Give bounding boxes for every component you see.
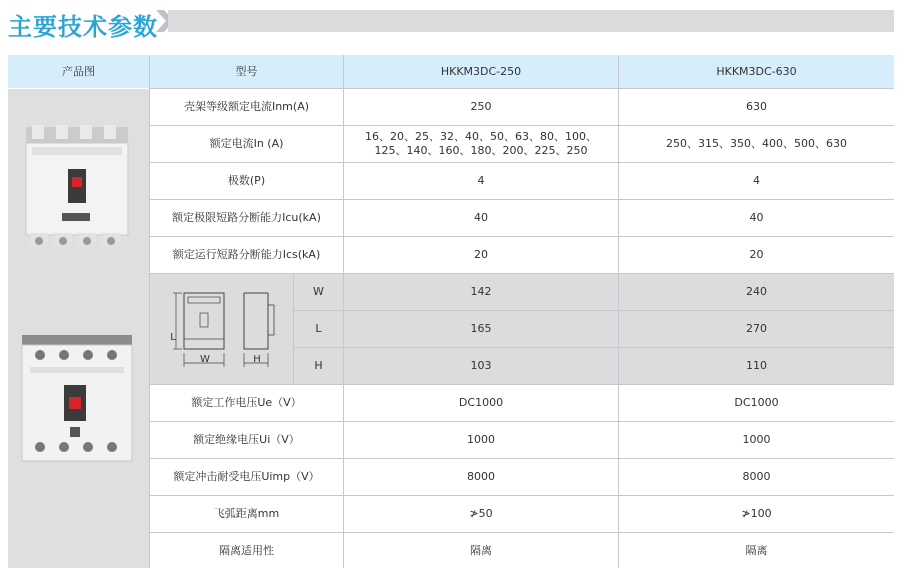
row-label: 额定工作电压Ue（V）	[150, 385, 343, 421]
row-value: 8000	[619, 459, 894, 495]
row-value: 4	[344, 163, 618, 199]
grid-line	[150, 125, 894, 126]
row-value: DC1000	[619, 385, 894, 421]
breaker-250-image	[22, 125, 132, 250]
row-value: 隔离	[344, 533, 618, 568]
row-value: 1000	[619, 422, 894, 458]
row-label: 额定冲击耐受电压Uimp（V）	[150, 459, 343, 495]
row-label: 壳架等级额定电流Inm(A)	[150, 89, 343, 125]
row-value: 110	[619, 348, 894, 384]
breaker-630-image	[20, 335, 134, 463]
grid-line	[294, 310, 894, 311]
row-label: 额定绝缘电压Ui（V）	[150, 422, 343, 458]
row-value: 40	[619, 200, 894, 236]
row-label: 额定运行短路分断能力Ics(kA)	[150, 237, 343, 273]
row-value: 142	[344, 274, 618, 310]
grid-line	[343, 55, 344, 568]
row-value: DC1000	[344, 385, 618, 421]
grid-line	[293, 274, 294, 384]
row-value: 270	[619, 311, 894, 347]
grid-line	[150, 384, 894, 385]
grid-line	[150, 236, 894, 237]
row-label: 飞弧距离mm	[150, 496, 343, 532]
grid-line	[150, 532, 894, 533]
diagram-label-l: L	[170, 332, 176, 343]
header-model-250: HKKM3DC-250	[344, 55, 618, 88]
row-value: 16、20、25、32、40、50、63、80、100、 125、140、160、180、200、225、250	[344, 126, 618, 162]
header-model-630: HKKM3DC-630	[619, 55, 894, 88]
row-value: 630	[619, 89, 894, 125]
grid-line	[618, 55, 619, 568]
row-label: 极数(P)	[150, 163, 343, 199]
dimension-diagram	[168, 283, 288, 375]
row-value: ≯50	[344, 496, 618, 532]
row-value: 20	[619, 237, 894, 273]
row-value: 隔离	[619, 533, 894, 568]
row-label: 额定电流In (A)	[150, 126, 343, 162]
page-title: 主要技术参数	[8, 13, 158, 41]
row-value: 250	[344, 89, 618, 125]
diagram-label-w: W	[200, 354, 210, 365]
row-value: ≯100	[619, 496, 894, 532]
title-bar	[168, 10, 894, 32]
row-value: 20	[344, 237, 618, 273]
row-value: 40	[344, 200, 618, 236]
row-value: 240	[619, 274, 894, 310]
header-image: 产品图	[8, 55, 149, 88]
row-value: 1000	[344, 422, 618, 458]
dimension-label-w: W	[294, 274, 343, 310]
grid-line	[150, 273, 894, 274]
dimension-label-h: H	[294, 348, 343, 384]
row-value: 250、315、350、400、500、630	[619, 126, 894, 162]
grid-line	[150, 495, 894, 496]
row-label: 额定极限短路分断能力Icu(kA)	[150, 200, 343, 236]
row-value: 165	[344, 311, 618, 347]
diagram-label-h: H	[253, 354, 261, 365]
grid-line	[150, 88, 894, 89]
grid-line	[150, 421, 894, 422]
header-model: 型号	[150, 55, 343, 88]
dimension-label-l: L	[294, 311, 343, 347]
grid-line	[150, 458, 894, 459]
grid-line	[150, 199, 894, 200]
grid-line	[150, 162, 894, 163]
row-value: 8000	[344, 459, 618, 495]
row-label: 隔离适用性	[150, 533, 343, 568]
row-value: 103	[344, 348, 618, 384]
grid-line	[294, 347, 894, 348]
grid-line	[149, 55, 150, 568]
spec-table	[8, 55, 894, 568]
row-value: 4	[619, 163, 894, 199]
